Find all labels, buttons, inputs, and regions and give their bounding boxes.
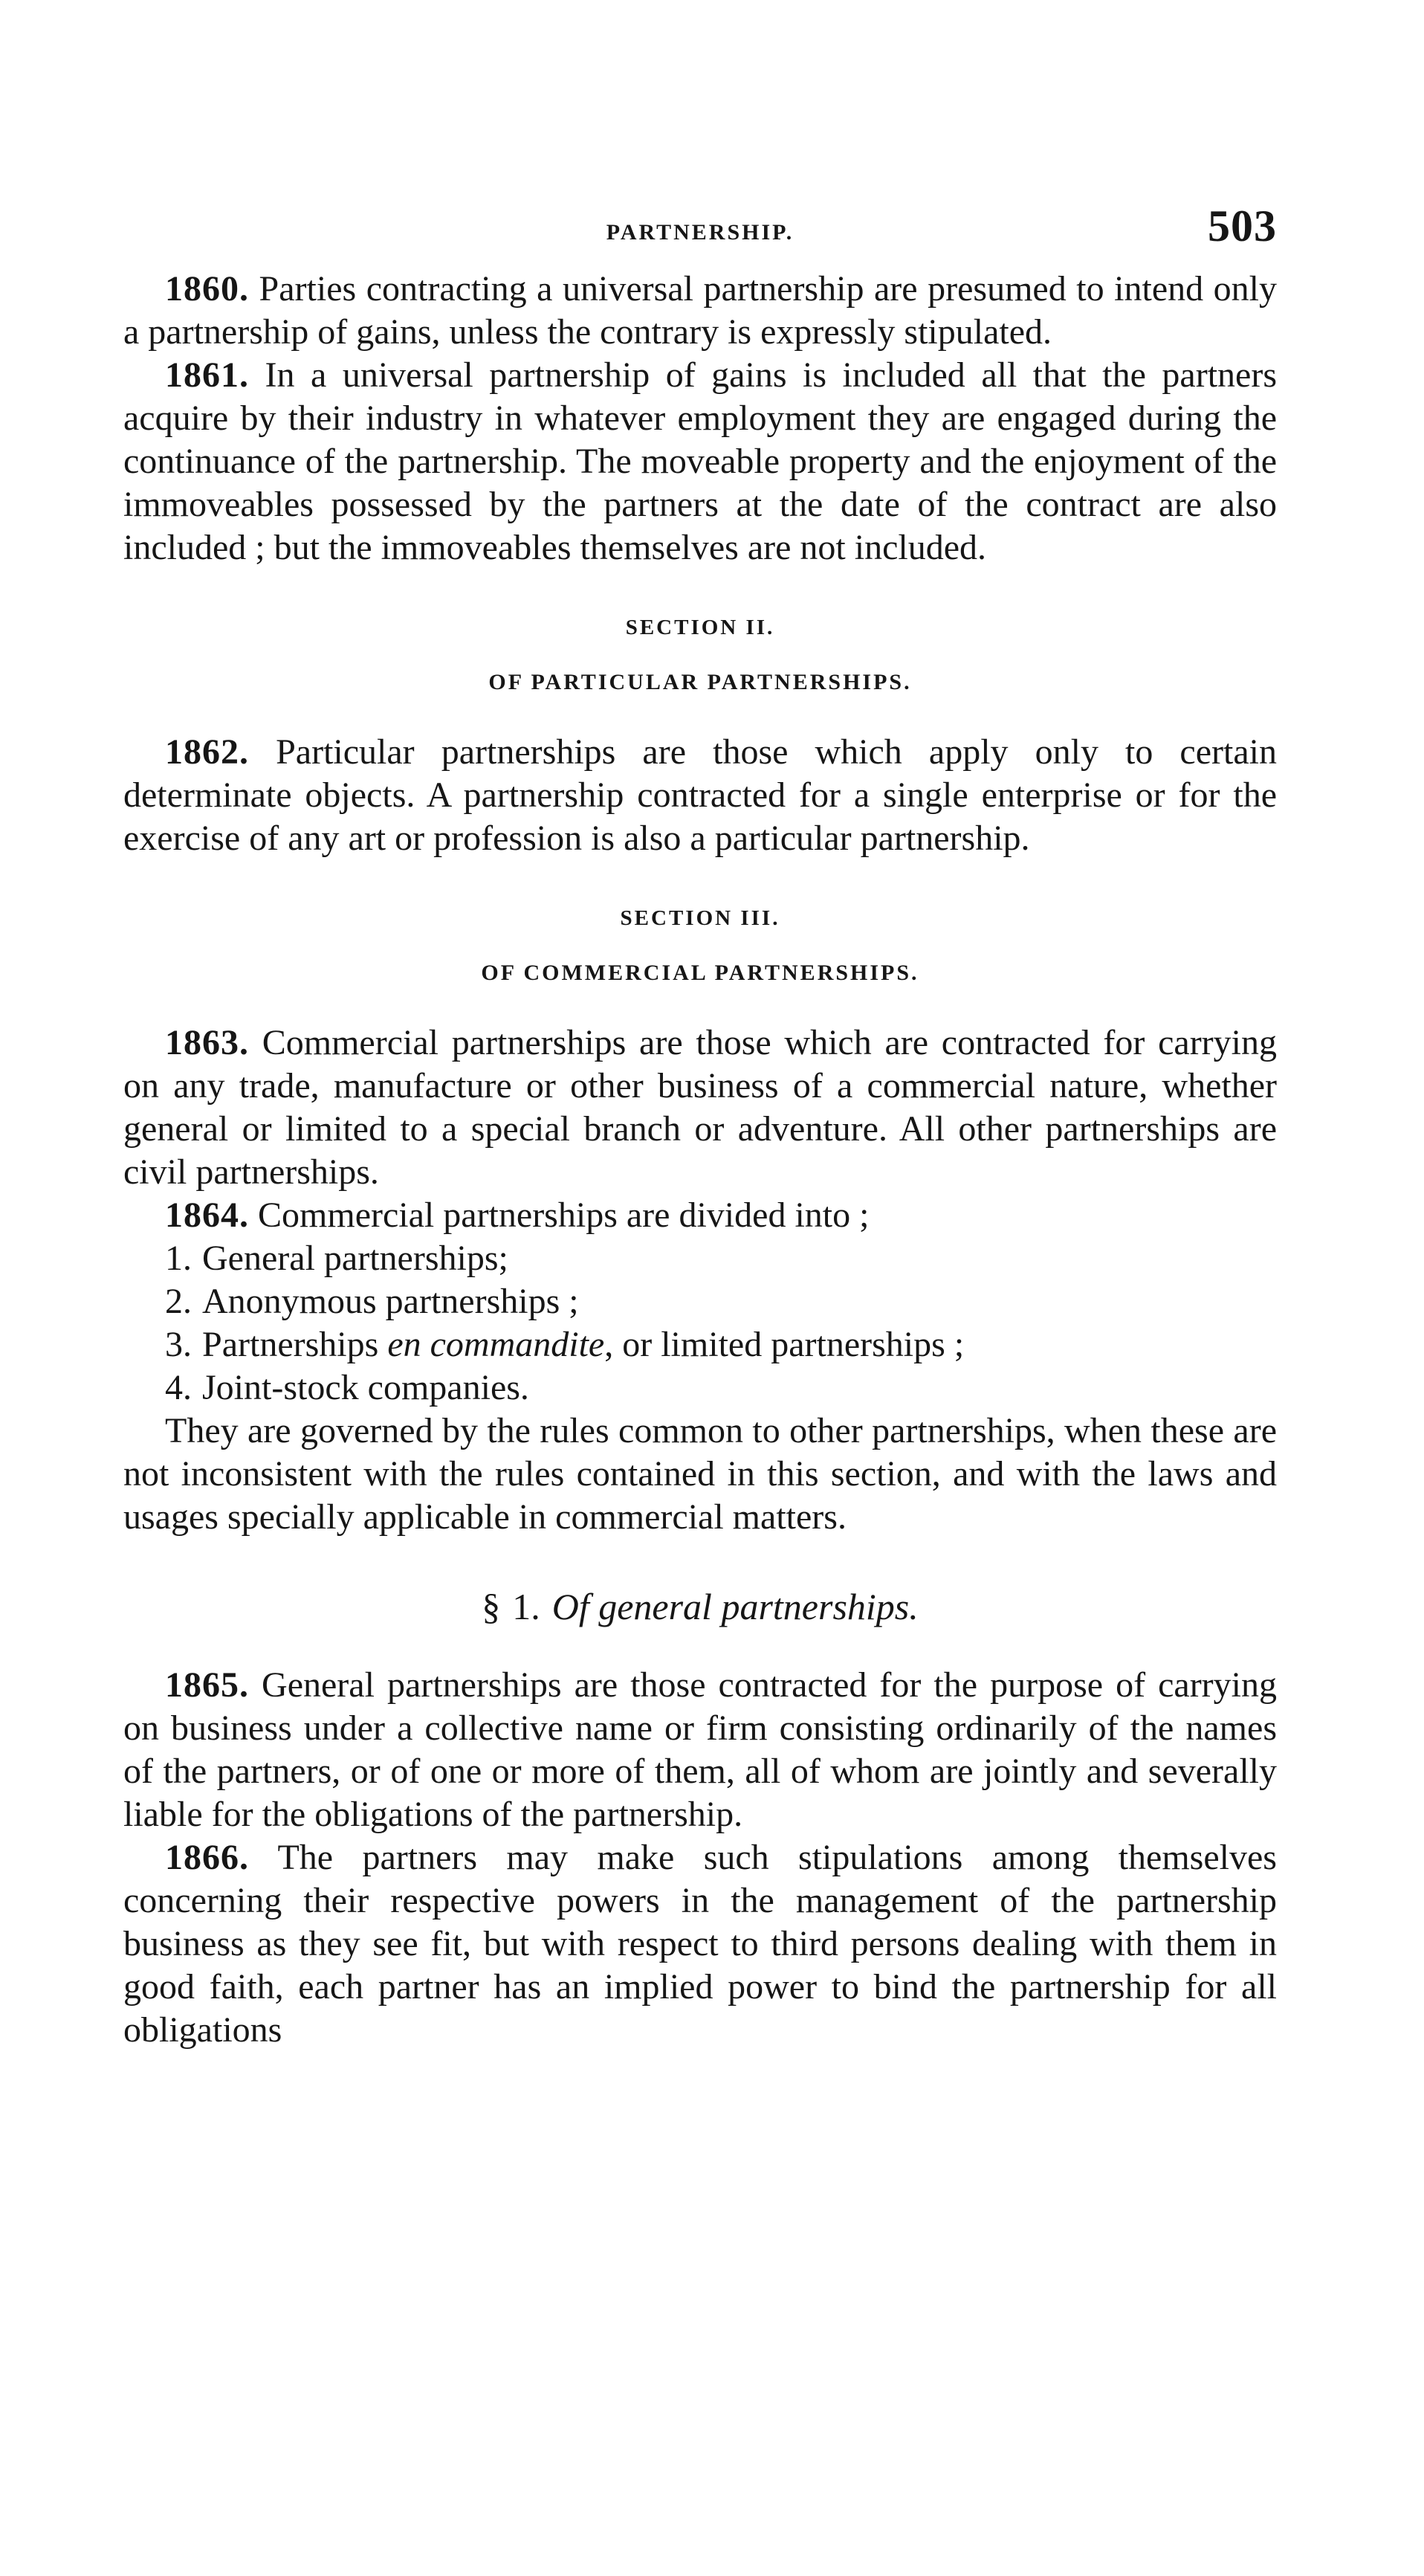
running-title: PARTNERSHIP. xyxy=(606,220,794,245)
article-1860 xyxy=(123,268,1277,354)
article-text: Particular partnerships are those which apply only to certain determinate objects. A partnership contracted for a single enterprise or for the exercise of any art or profession is also a particular partnership. xyxy=(123,732,1277,858)
article-1863 xyxy=(123,1021,1277,1194)
article-number: 1866. xyxy=(165,1838,249,1877)
article-1864-closing: They are governed by the rules common to other partnerships, when these are not inconsistent with the rules contained in this section, and with the laws and usages specially applicable in commercial matters. xyxy=(123,1411,1277,1537)
article-number: 1864. xyxy=(165,1195,249,1235)
list-item: 2. Anonymous partnerships ; xyxy=(165,1282,579,1321)
article-number: 1865. xyxy=(165,1665,249,1705)
article-text: Commercial partnerships are those which are contracted for carrying on any trade, manufacture or other business of a commercial nature, whether general or limited to a special branch or adventure. All other partnerships are civil partnerships. xyxy=(123,1023,1278,1192)
article-number: 1861. xyxy=(165,355,249,395)
section-2-title: OF PARTICULAR PARTNERSHIPS. xyxy=(488,670,912,694)
section-3-title: OF COMMERCIAL PARTNERSHIPS. xyxy=(481,961,919,985)
section-3-label: SECTION III. xyxy=(620,906,780,930)
partnership-types-list xyxy=(123,1237,1277,1410)
article-1864 xyxy=(123,1194,1277,1237)
article-1862 xyxy=(123,731,1277,860)
page xyxy=(123,186,1277,2052)
list-item: 1. General partnerships; xyxy=(165,1239,508,1278)
article-text: Parties contracting a universal partnership are presumed to intend only a partnership of gains, unless the contrary is expressly stipulated. xyxy=(123,269,1278,352)
article-text: The partners may make such stipulations among themselves concerning their respective powers in the management of the partnership business as they see fit, but with respect to third persons dealing with them in good faith, each partner has an implied power to bind the partnership for all obligations xyxy=(123,1838,1277,2050)
article-number: 1862. xyxy=(165,732,249,772)
italic-term: en commandite xyxy=(387,1325,605,1364)
subsection-number: 1. xyxy=(512,1586,540,1627)
article-number: 1860. xyxy=(165,269,249,309)
list-item: 3. Partnerships en commandite, or limited partnerships ; xyxy=(165,1325,965,1364)
subsection-heading xyxy=(123,1585,1277,1628)
article-1866 xyxy=(123,1836,1277,2052)
subsection-title: Of general partnerships. xyxy=(551,1586,919,1627)
article-number: 1863. xyxy=(165,1023,249,1062)
running-head xyxy=(123,186,1277,268)
article-text: Commercial partnerships are divided into ; xyxy=(258,1195,870,1235)
section-symbol: § xyxy=(482,1586,501,1627)
section-2-label: SECTION II. xyxy=(625,616,775,639)
article-1865 xyxy=(123,1664,1277,1836)
article-text: General partnerships are those contracted for the purpose of carrying on business under a collective name or firm consisting ordinarily of the names of the partners, or of one or more of them, all of whom are jointly and severally liable for the obligations of the partnership. xyxy=(123,1665,1278,1834)
page-number: 503 xyxy=(1208,201,1277,251)
article-text: In a universal partnership of gains is included all that the partners acquire by their industry in whatever employment they are engaged during the continuance of the partnership. The moveable property and the enjoyment of the immoveables possessed by the partners at the date of the contract are also included ; but the immoveables themselves are not included. xyxy=(123,355,1278,567)
article-1861 xyxy=(123,354,1277,569)
list-item: 4. Joint-stock companies. xyxy=(165,1368,529,1407)
